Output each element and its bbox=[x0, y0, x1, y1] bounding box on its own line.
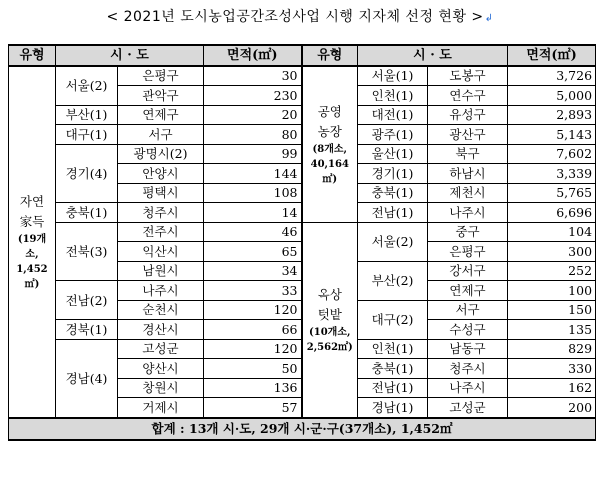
sigungu-cell: 도봉구 bbox=[428, 66, 508, 86]
area-cell: 7,602 bbox=[508, 144, 596, 164]
area-cell: 144 bbox=[204, 164, 302, 184]
sigungu-cell: 연제구 bbox=[428, 281, 508, 301]
sigungu-cell: 하남시 bbox=[428, 164, 508, 184]
area-cell: 80 bbox=[204, 125, 302, 145]
sigungu-cell: 청주시 bbox=[428, 359, 508, 379]
area-cell: 46 bbox=[204, 222, 302, 242]
area-cell: 200 bbox=[508, 398, 596, 418]
area-cell: 5,765 bbox=[508, 183, 596, 203]
area-cell: 3,339 bbox=[508, 164, 596, 184]
total-summary: 합계 : 13개 시·도, 29개 시·군·구(37개소), 1,452㎡ bbox=[9, 418, 596, 440]
type-count: 2,562㎡) bbox=[306, 341, 353, 353]
page-title: < 2021년 도시농업공간조성사업 시행 지자체 선정 현황 >↲ bbox=[106, 9, 494, 25]
area-cell: 6,696 bbox=[508, 203, 596, 223]
area-cell: 20 bbox=[204, 105, 302, 125]
sigungu-cell: 광산구 bbox=[428, 125, 508, 145]
area-cell: 65 bbox=[204, 242, 302, 262]
area-cell: 252 bbox=[508, 261, 596, 281]
area-cell: 14 bbox=[204, 203, 302, 223]
sigungu-cell: 남원시 bbox=[118, 261, 204, 281]
sigungu-cell: 광명시(2) bbox=[118, 144, 204, 164]
sigungu-cell: 연제구 bbox=[118, 105, 204, 125]
sido-cell: 서울(1) bbox=[358, 66, 428, 86]
area-cell: 108 bbox=[204, 183, 302, 203]
table-row bbox=[9, 222, 596, 242]
sido-cell: 충북(1) bbox=[358, 183, 428, 203]
total-row bbox=[9, 418, 596, 440]
sigungu-cell: 강서구 bbox=[428, 261, 508, 281]
sido-cell: 전남(1) bbox=[358, 378, 428, 398]
area-cell: 5,143 bbox=[508, 125, 596, 145]
area-cell: 136 bbox=[204, 378, 302, 398]
sigungu-cell: 유성구 bbox=[428, 105, 508, 125]
header-sido: 시 · 도 bbox=[358, 45, 508, 66]
sigungu-cell: 제천시 bbox=[428, 183, 508, 203]
sido-cell: 충북(1) bbox=[56, 203, 118, 223]
area-cell: 104 bbox=[508, 222, 596, 242]
header-type: 유형 bbox=[302, 45, 358, 66]
sido-cell: 인천(1) bbox=[358, 339, 428, 359]
sigungu-cell: 익산시 bbox=[118, 242, 204, 262]
sido-cell: 경기(4) bbox=[56, 144, 118, 203]
area-cell: 2,893 bbox=[508, 105, 596, 125]
type-cell-left bbox=[9, 66, 56, 418]
area-cell: 120 bbox=[204, 339, 302, 359]
area-cell: 34 bbox=[204, 261, 302, 281]
area-cell: 829 bbox=[508, 339, 596, 359]
sido-cell: 울산(1) bbox=[358, 144, 428, 164]
sigungu-cell: 안양시 bbox=[118, 164, 204, 184]
area-cell: 120 bbox=[204, 300, 302, 320]
area-cell: 30 bbox=[204, 66, 302, 86]
type-label: 자연 bbox=[19, 193, 45, 209]
sido-cell: 충북(1) bbox=[358, 359, 428, 379]
sigungu-cell: 은평구 bbox=[118, 66, 204, 86]
area-cell: 330 bbox=[508, 359, 596, 379]
type-cell-right_top bbox=[302, 66, 358, 223]
sigungu-cell: 나주시 bbox=[428, 203, 508, 223]
table-header-row bbox=[9, 45, 596, 66]
type-label: 옥상 bbox=[317, 286, 342, 302]
sigungu-cell: 양산시 bbox=[118, 359, 204, 379]
header-area: 면적(㎡) bbox=[508, 45, 596, 66]
sido-cell: 경북(1) bbox=[56, 320, 118, 340]
sigungu-cell: 은평구 bbox=[428, 242, 508, 262]
type-cell-right_bottom bbox=[302, 222, 358, 418]
table-row bbox=[9, 66, 596, 86]
sido-cell: 전남(2) bbox=[56, 281, 118, 320]
sido-cell: 부산(1) bbox=[56, 105, 118, 125]
area-cell: 300 bbox=[508, 242, 596, 262]
sigungu-cell: 관악구 bbox=[118, 86, 204, 106]
header-sido: 시 · 도 bbox=[56, 45, 204, 66]
sido-cell: 인천(1) bbox=[358, 86, 428, 106]
sigungu-cell: 북구 bbox=[428, 144, 508, 164]
area-cell: 230 bbox=[204, 86, 302, 106]
sido-cell: 경기(1) bbox=[358, 164, 428, 184]
area-cell: 150 bbox=[508, 300, 596, 320]
sigungu-cell: 청주시 bbox=[118, 203, 204, 223]
header-area: 면적(㎡) bbox=[204, 45, 302, 66]
sigungu-cell: 전주시 bbox=[118, 222, 204, 242]
sigungu-cell: 평택시 bbox=[118, 183, 204, 203]
type-label: 家득 bbox=[19, 213, 45, 229]
sido-cell: 서울(2) bbox=[358, 222, 428, 261]
area-cell: 33 bbox=[204, 281, 302, 301]
sigungu-cell: 고성군 bbox=[428, 398, 508, 418]
sido-cell: 전북(3) bbox=[56, 222, 118, 281]
sigungu-cell: 고성군 bbox=[118, 339, 204, 359]
header-type: 유형 bbox=[9, 45, 56, 66]
sigungu-cell: 서구 bbox=[118, 125, 204, 145]
sido-cell: 부산(2) bbox=[358, 261, 428, 300]
type-count: (10개소, bbox=[309, 326, 351, 338]
sido-cell: 경남(4) bbox=[56, 339, 118, 418]
sigungu-cell: 중구 bbox=[428, 222, 508, 242]
type-count: 40,164㎡) bbox=[310, 158, 349, 185]
type-count: 1,452㎡) bbox=[16, 263, 48, 290]
sido-cell: 전남(1) bbox=[358, 203, 428, 223]
sido-cell: 서울(2) bbox=[56, 66, 118, 106]
sigungu-cell: 서구 bbox=[428, 300, 508, 320]
area-cell: 99 bbox=[204, 144, 302, 164]
area-cell: 135 bbox=[508, 320, 596, 340]
sido-cell: 대전(1) bbox=[358, 105, 428, 125]
sigungu-cell: 거제시 bbox=[118, 398, 204, 418]
sido-cell: 경남(1) bbox=[358, 398, 428, 418]
sigungu-cell: 나주시 bbox=[118, 281, 204, 301]
sigungu-cell: 남동구 bbox=[428, 339, 508, 359]
area-cell: 66 bbox=[204, 320, 302, 340]
area-cell: 57 bbox=[204, 398, 302, 418]
sigungu-cell: 경산시 bbox=[118, 320, 204, 340]
sigungu-cell: 순천시 bbox=[118, 300, 204, 320]
area-cell: 5,000 bbox=[508, 86, 596, 106]
area-cell: 50 bbox=[204, 359, 302, 379]
sido-cell: 광주(1) bbox=[358, 125, 428, 145]
area-cell: 3,726 bbox=[508, 66, 596, 86]
type-count: (19개소, bbox=[17, 233, 47, 260]
sido-cell: 대구(1) bbox=[56, 125, 118, 145]
sigungu-cell: 연수구 bbox=[428, 86, 508, 106]
sigungu-cell: 수성구 bbox=[428, 320, 508, 340]
type-count: (8개소, bbox=[312, 143, 348, 155]
area-cell: 162 bbox=[508, 378, 596, 398]
sido-cell: 대구(2) bbox=[358, 300, 428, 339]
sigungu-cell: 나주시 bbox=[428, 378, 508, 398]
selection-table bbox=[8, 44, 596, 441]
type-label: 농장 bbox=[317, 123, 342, 139]
sigungu-cell: 창원시 bbox=[118, 378, 204, 398]
type-label: 텃밭 bbox=[317, 306, 342, 322]
type-label: 공영 bbox=[317, 103, 342, 119]
area-cell: 100 bbox=[508, 281, 596, 301]
